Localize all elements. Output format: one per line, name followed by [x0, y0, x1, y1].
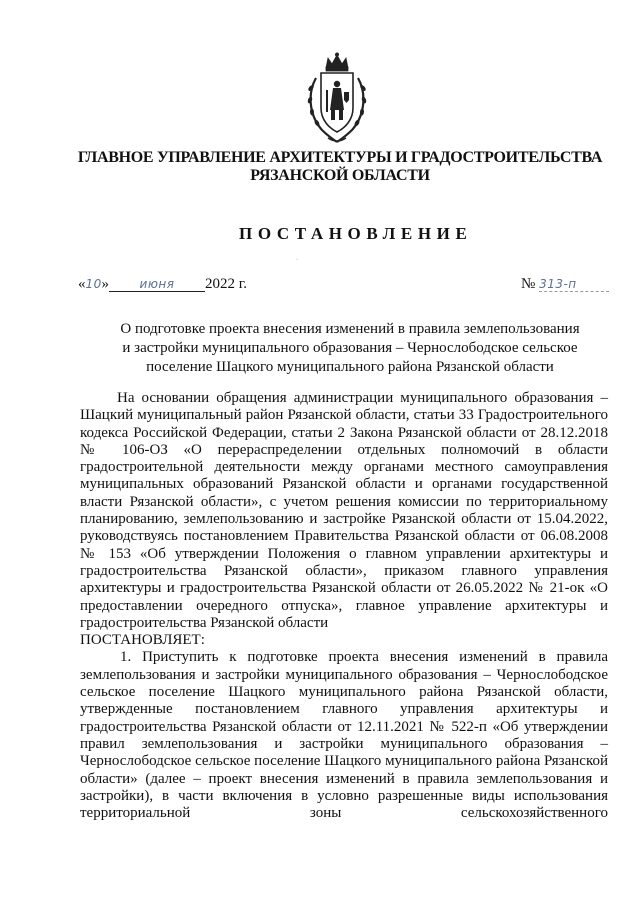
date-month-handwritten: июня: [109, 277, 205, 292]
date-open-quote: «: [78, 276, 86, 292]
coat-of-arms-emblem: [302, 52, 372, 146]
subject-line2: и застройки муниципального образования – Чернослободское сельское: [122, 340, 578, 356]
number-handwritten: 313-п: [539, 277, 609, 292]
date-day-handwritten: 10: [85, 277, 102, 291]
number-prefix: №: [521, 276, 536, 292]
document-type-title: ПОСТАНОВЛЕНИЕ: [239, 224, 473, 243]
organization-name-line1: ГЛАВНОЕ УПРАВЛЕНИЕ АРХИТЕКТУРЫ И ГРАДОСТРОИТЕЛЬСТВА: [77, 149, 603, 166]
subject-line3: поселение Шацкого муниципального района Рязанской области: [146, 359, 554, 375]
preamble-paragraph: На основании обращения администрации муниципального образования – Шацкий муниципальный район Рязанской области, статьи 33 Градостроительного кодекса Российской Федерации, статьи 2 Закона Рязанской области от 28.12.2018 № 106-ОЗ «О перераспределении отдельных полномочий в области градостроительной деятельности между органами местного самоуправления муниципальных образований Рязанской области и органами государственной власти Рязанской области», с учетом решения комиссии по территориальному планированию, землепользованию и застройке Рязанской области от 15.04.2022, руководствуясь постановлением Правительства Рязанской области от 06.08.2008 № 153 «Об утверждении Положения о главном управлении архитектуры и градостроительства Рязанской области», приказом главного управления архитектуры и градостроительства Рязанской области от 26.05.2022 № 21-ок «О предоставлении очередного отпуска», главное управление архитектуры и градостроительства Рязанской области: [80, 390, 608, 631]
document-subject: [80, 320, 620, 377]
date-year: 2022 г.: [205, 276, 247, 292]
document-number: [521, 276, 609, 293]
organization-name-line2: РЯЗАНСКОЙ ОБЛАСТИ: [250, 167, 430, 184]
clause-1-paragraph: 1. Приступить к подготовке проекта внесения изменений в правила землепользования и застройки муниципального образования – Чернослободское сельское поселение Шацкого муниципального района Рязанской области, утвержденные постановлением главного управления архитектуры и градостроительства Рязанской области от 12.11.2021 № 522-п «Об утверждении правил землепользования и застройки муниципального образования – Чернослободское сельское поселение Шацкого муниципального района Рязанской области» (далее – проект внесения изменений в правила землепользования и застройки), в части включения в условно разрешенные виды использования территориальной зоны сельскохозяйственного: [80, 649, 608, 822]
subject-line1: О подготовке проекта внесения изменений в правила землепользования: [120, 321, 580, 337]
resolves-statement: ПОСТАНОВЛЯЕТ:: [80, 632, 205, 649]
document-body: [80, 390, 608, 822]
small-mark: ·: [296, 257, 298, 263]
date-close-quote: »: [101, 276, 109, 292]
document-date: [78, 276, 247, 293]
